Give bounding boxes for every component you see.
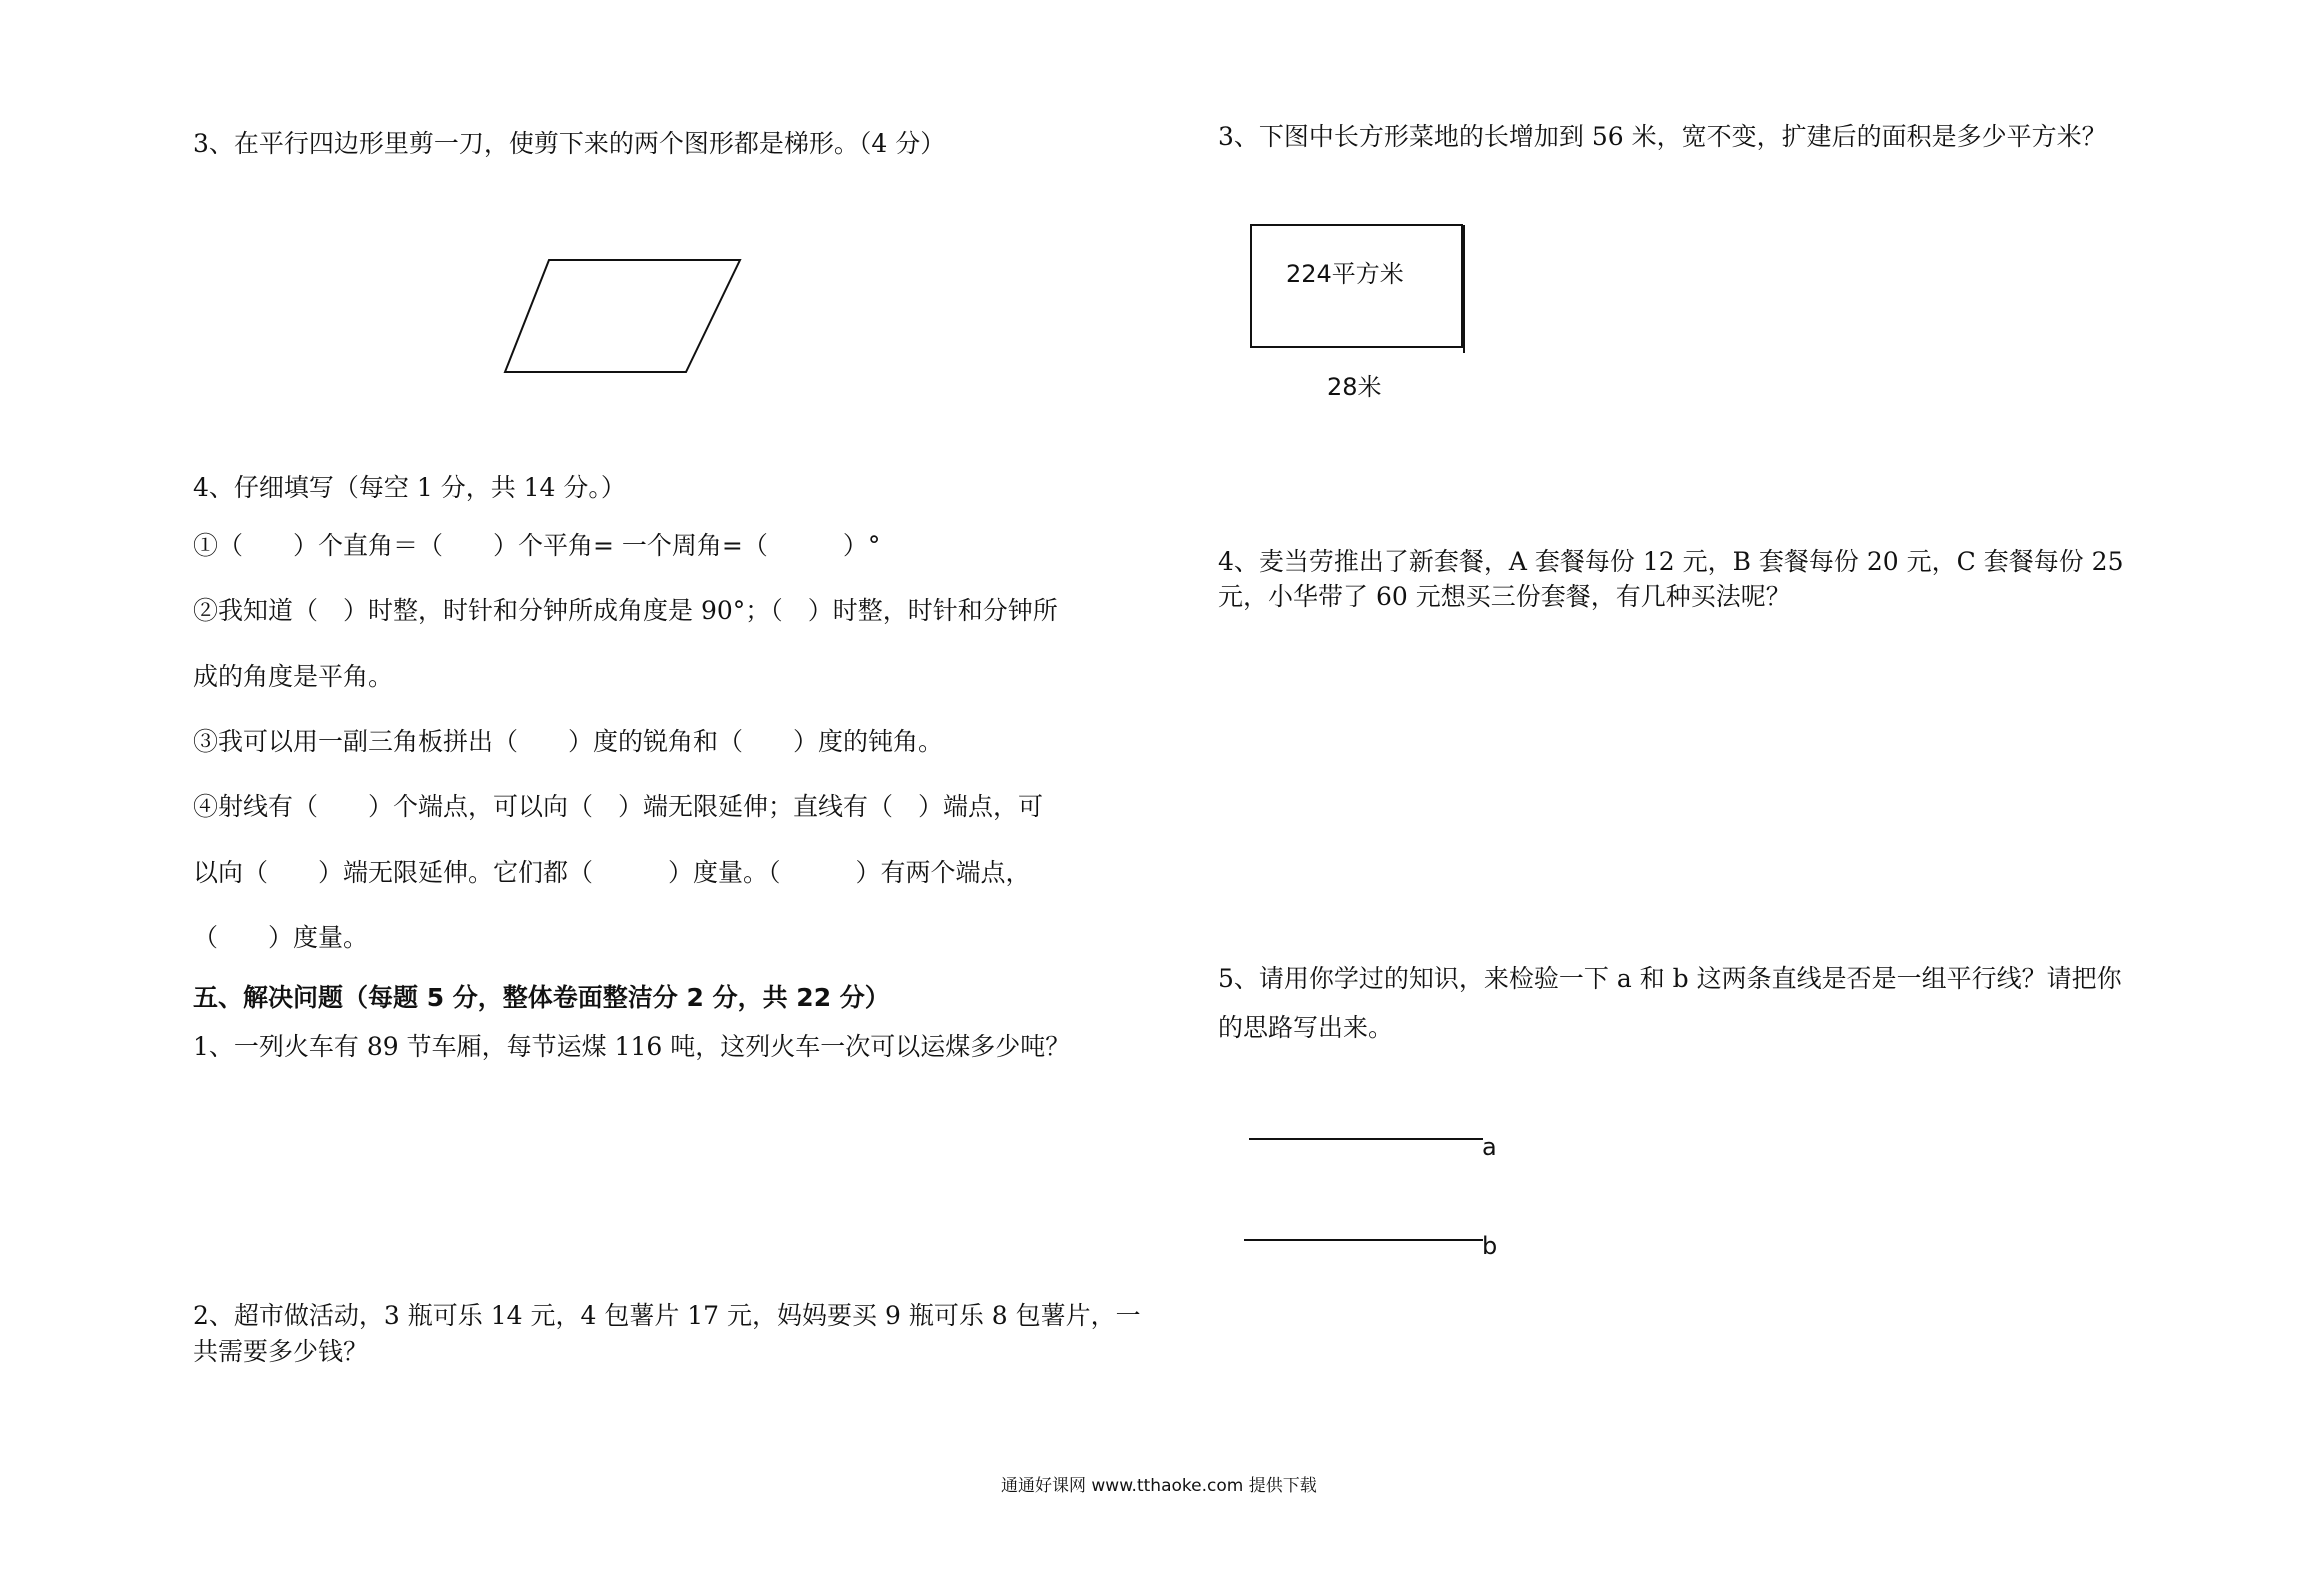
problem-1-train-coal: 1、一列火车有 89 节车厢，每节运煤 116 吨，这列火车一次可以运煤多少吨？ — [193, 1032, 1071, 1061]
problem-5-parallel-lines-line-1: 5、请用你学过的知识，来检验一下 a 和 b 这两条直线是否是一组平行线？请把你 — [1218, 964, 2122, 993]
problem-2-supermarket-line-2: 共需要多少钱？ — [193, 1337, 369, 1366]
problem-4-mcdonalds-line-1: 4、麦当劳推出了新套餐，A 套餐每份 12 元，B 套餐每份 20 元，C 套餐每份 25 — [1218, 547, 2124, 576]
line-a-label: a — [1482, 1133, 1497, 1161]
question-3-cut-parallelogram: 3、在平行四边形里剪一刀，使剪下来的两个图形都是梯形。（4 分） — [193, 129, 946, 158]
question-4-item-4-line-3: （ ）度量。 — [193, 923, 369, 952]
question-4-item-3: ③我可以用一副三角板拼出（ ）度的锐角和（ ）度的钝角。 — [193, 727, 944, 756]
question-4-item-4-line-2: 以向（ ）端无限延伸。它们都（ ）度量。（ ）有两个端点， — [193, 858, 1031, 887]
question-4-item-4-line-1: ④射线有（ ）个端点，可以向（ ）端无限延伸；直线有（ ）端点，可 — [193, 792, 1044, 821]
problem-2-supermarket-line-1: 2、超市做活动，3 瓶可乐 14 元，4 包薯片 17 元，妈妈要买 9 瓶可乐 8 包薯片，一 — [193, 1301, 1141, 1330]
section-5-heading: 五、解决问题（每题 5 分，整体卷面整洁分 2 分，共 22 分） — [193, 983, 890, 1012]
problem-5-parallel-lines-line-2: 的思路写出来。 — [1218, 1013, 1394, 1042]
question-4-title: 4、仔细填写（每空 1 分，共 14 分。） — [193, 473, 626, 502]
question-4-item-2-line-1: ②我知道（ ）时整，时针和分钟所成角度是 90°；（ ）时整，时针和分钟所 — [193, 596, 1058, 625]
problem-4-mcdonalds-line-2: 元，小华带了 60 元想买三份套餐，有几种买法呢？ — [1218, 582, 1791, 611]
footer-credit: 通通好课网 www.tthaoke.com 提供下载 — [1001, 1476, 1317, 1496]
rectangle-length-label: 28米 — [1327, 373, 1382, 401]
problem-3-vegetable-field: 3、下图中长方形菜地的长增加到 56 米，宽不变，扩建后的面积是多少平方米？ — [1218, 122, 2107, 151]
question-4-item-2-line-2: 成的角度是平角。 — [193, 662, 394, 691]
question-4-item-1: ①（ ）个直角＝（ ）个平角= 一个周角=（ ）° — [193, 531, 881, 560]
line-b-label: b — [1482, 1232, 1498, 1260]
rectangle-area-label: 224平方米 — [1286, 260, 1404, 288]
